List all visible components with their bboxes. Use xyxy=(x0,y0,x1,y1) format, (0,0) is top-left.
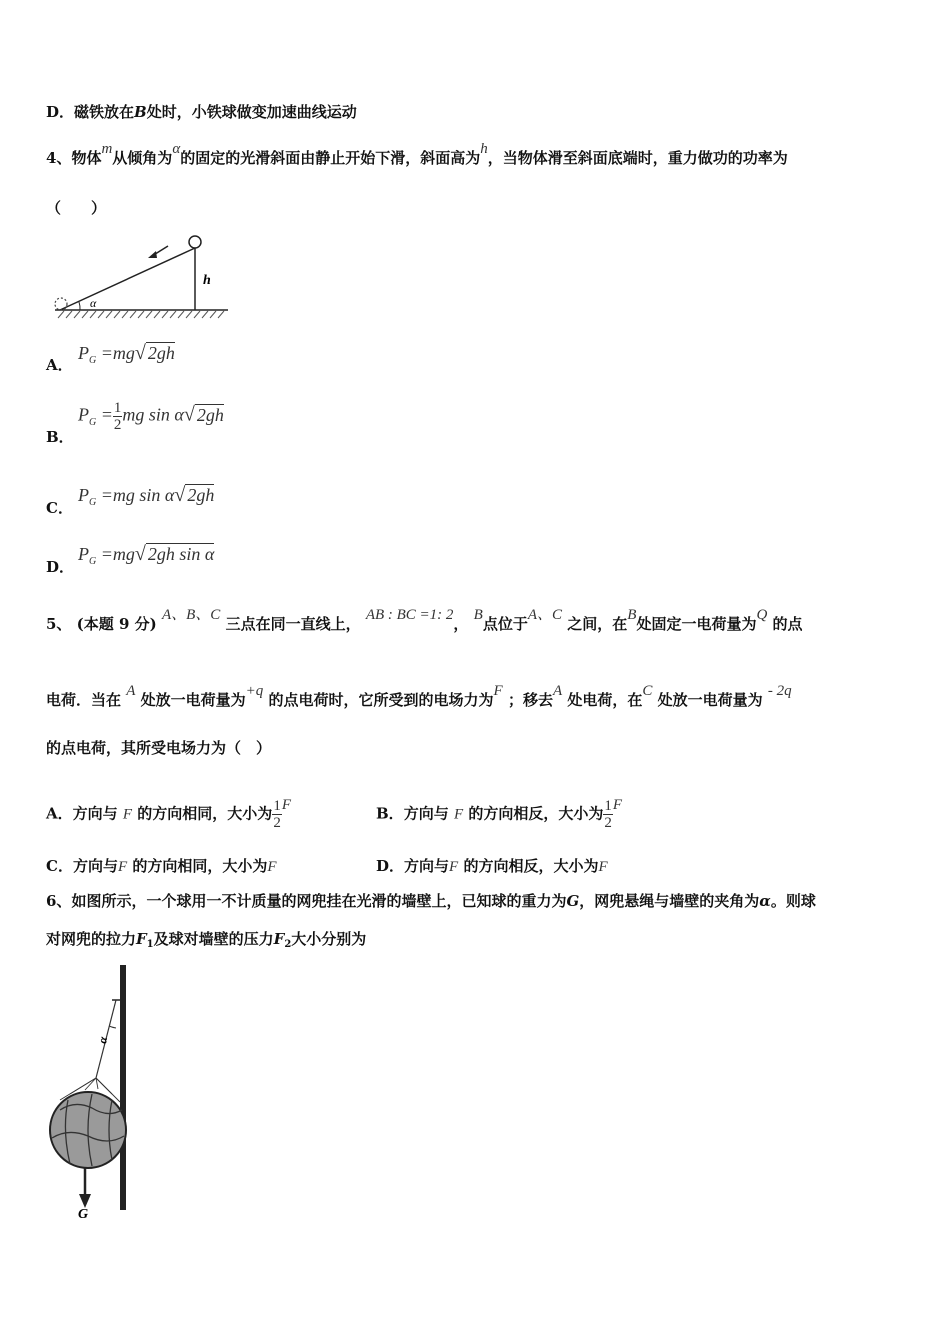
q6-stem-line2: 对网兜的拉力$F_1$及球对墙壁的压力$F_2$大小分别为 xyxy=(46,930,367,950)
q4-answer-paren: （ ） xyxy=(46,199,107,217)
q5-option-c[interactable]: C．方向与F 的方向相同，大小为F xyxy=(46,857,277,875)
q5-option-a[interactable]: A．方向与 F 的方向相同，大小为 $\frac{1}{2}$ F xyxy=(46,796,291,831)
q4-option-c-formula: $P_G =mg$ sin α√ 2gh xyxy=(78,484,215,508)
q4-option-a-formula: $P_G =mg√$ 2gh xyxy=(78,342,175,366)
q6-stem-line1: 6、如图所示，一个球用一不计质量的网兜挂在光滑的墙壁上，已知球的重力为G，网兜悬绳与墙壁的夹角为α。则球 xyxy=(46,892,816,910)
alpha-label: α xyxy=(95,1035,111,1045)
g-label: G xyxy=(78,1207,89,1222)
h-label: h xyxy=(203,273,211,288)
q4-option-a[interactable]: A． xyxy=(46,356,73,374)
q4-option-b[interactable]: B． xyxy=(46,428,74,446)
q4-option-d-formula: $P_G =mg√$ 2gh sin α xyxy=(78,543,215,567)
q5-stem-line1: 5、 (本题 9 分) A、B、C 三点在同一直线上， AB : BC =1: 2， B点位于A、C 之间，在B处固定一电荷量为Q 的点 xyxy=(46,607,803,633)
q5-stem-line2: 电荷．当在 A 处放一电荷量为+q 的点电荷时，它所受到的电场力为F ；移去A 处电荷，在C 处放一电荷量为 - 2q xyxy=(46,683,792,709)
incline-figure xyxy=(50,230,235,325)
ball-wall-figure xyxy=(40,960,150,1222)
q4-stem: 4、物体m从倾角为α的固定的光滑斜面由静止开始下滑，斜面高为h，当物体滑至斜面底端时，重力做功的功率为 xyxy=(46,141,788,167)
q5-stem-line3: 的点电荷，其所受电场力为（ ） xyxy=(46,739,272,757)
q4-option-c[interactable]: C． xyxy=(46,499,73,517)
q4-option-d[interactable]: D． xyxy=(46,558,75,576)
q4-option-b-formula: $P_G$ = $\frac{1}{2}$ mg sin α√ 2gh xyxy=(78,400,224,433)
alpha-label: α xyxy=(90,296,97,310)
q5-option-d[interactable]: D．方向与F 的方向相反，大小为F xyxy=(376,857,608,875)
q5-option-b[interactable]: B．方向与 F 的方向相反，大小为 $\frac{1}{2}$ F xyxy=(376,796,623,831)
q3-option-d: D．磁铁放在B处时，小铁球做变加速曲线运动 xyxy=(46,103,357,121)
